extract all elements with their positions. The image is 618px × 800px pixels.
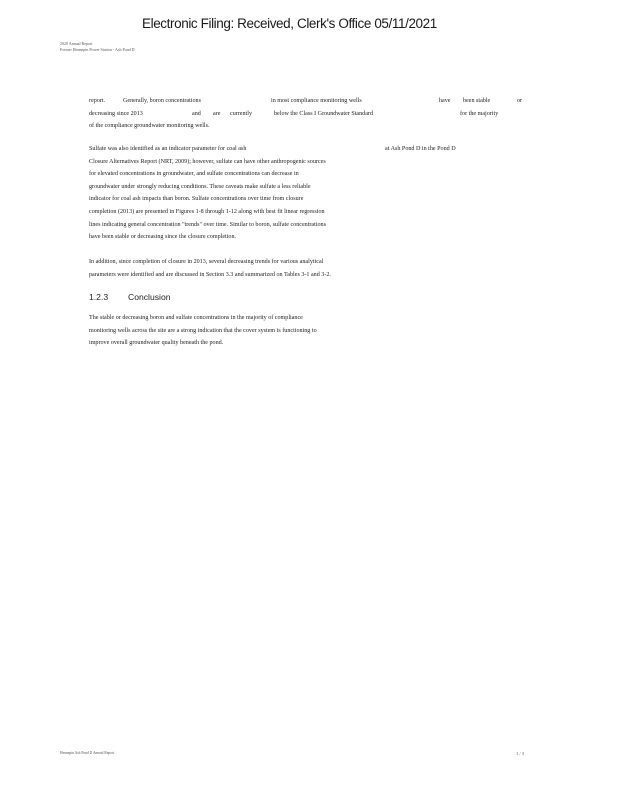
footer-document-name: Hennepin Ash Pond D Annual Report — [60, 751, 115, 755]
footer-page-number: 1 / 3 — [516, 751, 525, 756]
paragraph-line: groundwater under strongly reducing conditions. These caveats make sulfate a less reliable — [89, 183, 311, 190]
paragraph-line: lines indicating general concentration "trends" over time. Similar to boron, sulfate concentrations — [89, 221, 326, 228]
text-fragment: decreasing since 2013 — [89, 110, 143, 117]
paragraph-line: monitoring wells across the site are a strong indication that the cover system is functioning to — [89, 327, 317, 334]
paragraph-line: indicator for coal ash impacts than boron. Sulfate concentrations over time from closure — [89, 196, 304, 203]
paragraph-line: improve overall groundwater quality beneath the pond. — [89, 340, 224, 347]
paragraph-boron-summary — [89, 95, 534, 133]
text-fragment: below the Class I Groundwater Standard — [274, 110, 373, 117]
text-fragment: been stable — [463, 98, 491, 104]
paragraph-line: completion (2013) are presented in Figures 1-8 through 1-12 along with best fit linear regression — [89, 208, 325, 215]
paragraph-line: have been stable or decreasing since the closure completion. — [89, 234, 237, 241]
electronic-filing-stamp: Electronic Filing: Received, Clerk's Office 05/11/2021 — [142, 16, 437, 31]
paragraph-line: for elevated concentrations in groundwater, and sulfate concentrations can decrease in — [89, 171, 299, 178]
text-fragment: at Ash Pond D in the Pond D — [385, 146, 456, 152]
paragraph-decreasing-trends — [89, 256, 534, 281]
text-fragment: have — [439, 98, 451, 104]
section-title: Conclusion — [128, 292, 171, 302]
paragraph-line: Closure Alternatives Report (NRT, 2009); however, sulfate can have other anthropogenic sources — [89, 158, 326, 165]
text-fragment: and — [192, 110, 201, 117]
section-heading-conclusion — [89, 292, 171, 302]
paragraph-line: of the compliance groundwater monitoring wells. — [89, 123, 210, 130]
paragraph-line: In addition, since completion of closure in 2013, several decreasing trends for various analytical — [89, 259, 324, 265]
text-fragment: for the majority — [460, 110, 499, 117]
running-header-report-title: 2020 Annual Report — [60, 41, 93, 46]
running-header-site-name: Former Hennepin Power Station - Ash Pond D — [60, 47, 135, 52]
text-fragment: Generally, boron concentrations — [123, 98, 201, 104]
paragraph-sulfate-indicator — [89, 143, 534, 244]
text-fragment: in most compliance monitoring wells — [271, 98, 362, 104]
paragraph-line — [89, 108, 534, 121]
text-fragment: are — [213, 110, 221, 117]
section-number: 1.2.3 — [89, 292, 109, 302]
text-fragment: Sulfate was also identified as an indicator parameter for coal ash — [89, 146, 247, 152]
paragraph-line: The stable or decreasing boron and sulfate concentrations in the majority of compliance — [89, 315, 303, 321]
paragraph-line — [89, 143, 534, 156]
paragraph-conclusion — [89, 312, 534, 350]
text-fragment: report. — [89, 98, 106, 104]
text-fragment: or — [517, 98, 523, 104]
paragraph-line: parameters were identified and are discussed in Section 3.3 and summarized on Tables 3-1 and 3-2. — [89, 271, 331, 278]
paragraph-line — [89, 95, 534, 108]
text-fragment: currently — [230, 110, 252, 117]
